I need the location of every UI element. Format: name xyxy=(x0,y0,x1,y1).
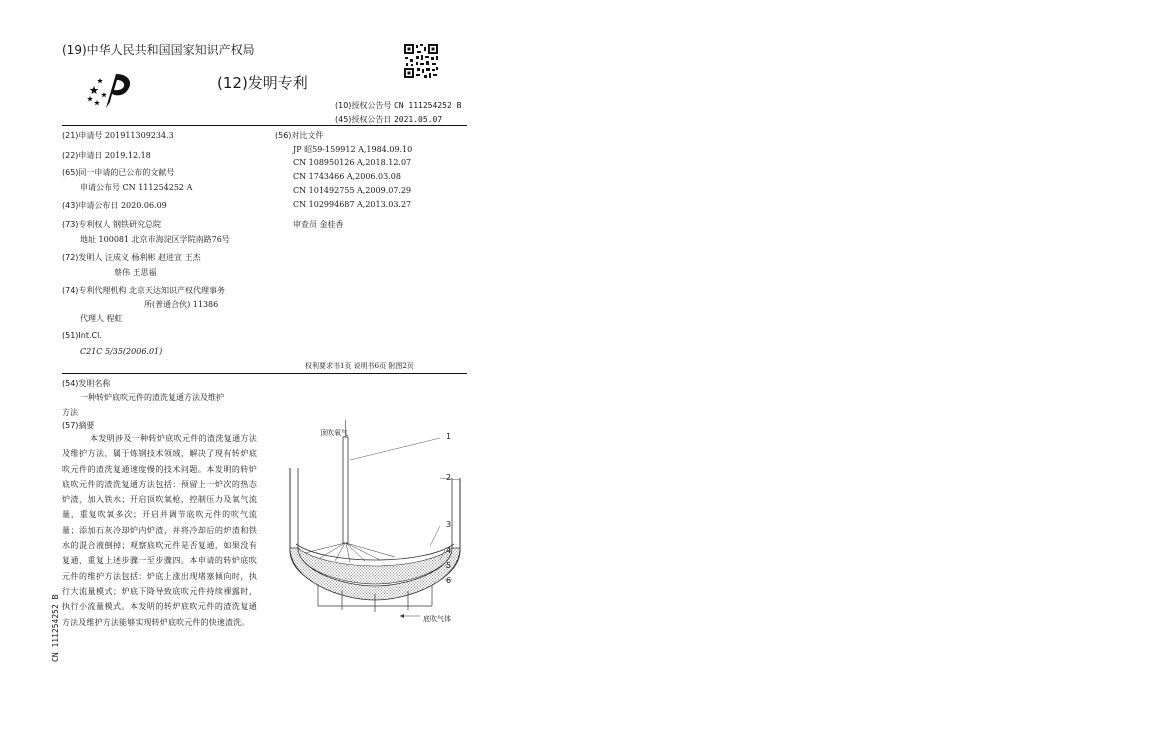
inventors-line2: 蔡伟 王思福 xyxy=(114,268,157,277)
abstract-label-row xyxy=(62,420,94,431)
qr-code-icon xyxy=(403,43,439,79)
prior-docs-label: (65)同一申请的已公布的文献号 xyxy=(62,168,175,177)
reference-item: CN 1743466 A,2006.03.08 xyxy=(293,172,401,181)
inventors-label: (72)发明人 xyxy=(62,253,103,262)
figure-number: 6 xyxy=(446,576,452,585)
agency-line2: 所(普通合伙) 11386 xyxy=(144,300,219,309)
prior-pub-label: 申请公布号 xyxy=(80,183,120,192)
oxygen-lance xyxy=(343,437,348,543)
publication-number: CN 111254252 B xyxy=(393,101,462,110)
abstract-label: (57)摘要 xyxy=(62,421,95,430)
application-number-row xyxy=(62,130,174,141)
inventors-line1: 汪成义 杨利彬 赵进宣 王杰 xyxy=(104,253,201,262)
publication-date-row xyxy=(335,114,442,125)
publication-number-label: (10)授权公告号 xyxy=(335,101,392,110)
cnipa-logo-icon xyxy=(86,70,136,112)
examiner-row xyxy=(293,219,344,230)
patentee-label: (73)专利权人 xyxy=(62,220,111,229)
prior-pub-row xyxy=(80,182,192,193)
header-divider xyxy=(62,125,467,126)
intcl-label: (51)Int.Cl. xyxy=(62,331,102,340)
bottom-gas-label: 底吹气体 xyxy=(423,615,451,623)
application-date-row xyxy=(62,150,151,161)
inventors-row xyxy=(62,252,201,263)
agency-label: (74)专利代理机构 xyxy=(62,286,127,295)
figure-number: 5 xyxy=(446,561,452,570)
figure-number: 2 xyxy=(446,473,452,482)
prior-pub-number: CN 111254252 A xyxy=(122,183,193,192)
publication-date-label: (45)授权公告日 xyxy=(335,115,392,124)
invention-title-line2: 方法 xyxy=(62,408,78,417)
patentee: 钢铁研究总院 xyxy=(112,220,161,229)
address-row xyxy=(80,234,230,245)
invention-title-line1: 一种转炉底吹元件的渣洗复通方法及维护 xyxy=(80,393,224,402)
prior-docs-row xyxy=(62,167,174,178)
agency-line1: 北京天达知识产权代理事务 xyxy=(128,286,225,295)
figure-number: 4 xyxy=(446,546,452,555)
references-heading: (56)对比文件 xyxy=(275,131,324,140)
biblio-divider xyxy=(62,373,467,374)
application-date-label: (22)申请日 xyxy=(62,151,103,160)
address-label: 地址 xyxy=(80,235,96,244)
reference-item: CN 108950126 A,2018.12.07 xyxy=(293,158,412,167)
reference-item: CN 101492755 A,2009.07.29 xyxy=(293,186,412,195)
intcl-value: C21C 5/35(2006.01) xyxy=(80,347,163,356)
app-pub-date: 2020.06.09 xyxy=(120,201,167,210)
references-label xyxy=(275,130,323,141)
title-label-row xyxy=(62,378,110,389)
application-number-label: (21)申请号 xyxy=(62,131,103,140)
address: 100081 北京市海淀区学院南路76号 xyxy=(98,235,230,244)
examiner-label: 审查员 xyxy=(293,220,317,229)
figure-number: 1 xyxy=(446,432,452,441)
patentee-row xyxy=(62,219,161,230)
app-pub-date-label: (43)申请公布日 xyxy=(62,201,119,210)
converter-figure xyxy=(280,420,470,625)
reference-item: JP 昭59-159912 A,1984.09.10 xyxy=(293,145,413,154)
agent-label: 代理人 xyxy=(80,314,104,323)
top-oxygen-label: 顶吹氧气 xyxy=(320,429,348,437)
intcl-row xyxy=(62,331,102,340)
agency-row xyxy=(62,285,225,296)
figure-number: 3 xyxy=(446,520,452,529)
publication-date: 2021.05.07 xyxy=(393,115,443,124)
publication-number-row xyxy=(335,100,461,111)
authority-name: (19)中华人民共和国国家知识产权局 xyxy=(62,43,255,57)
side-publication-number: CN 111254252 B xyxy=(51,594,60,662)
examiner: 金桂香 xyxy=(319,220,344,229)
application-number: 201911309234.3 xyxy=(104,131,174,140)
document-type: (12)发明专利 xyxy=(217,74,308,92)
page-counts: 权利要求书1页 说明书6页 附图2页 xyxy=(305,362,414,370)
app-pub-date-row xyxy=(62,200,167,211)
application-date: 2019.12.18 xyxy=(104,151,151,160)
agent-row xyxy=(80,313,123,324)
abstract-text: 本发明涉及一种转炉底吹元件的渣洗复通方法及维护方法，属于炼钢技术领域，解决了现有转炉底吹元件的渣洗复通速度慢的技术问题。本发明的转炉底吹元件的渣洗复通方法包括：预留上一炉次的热态炉渣，加入铁水；开启顶吹氧枪，控制压力及氧气流量，重复吹氧多次；开启并调节底吹元件的吹气流量；添加石灰冷却炉内炉渣，并将冷却后的炉渣和铁水的混合液倒掉；观察底吹元件是否复通，如果没有复通，重复上述步骤一至步骤四。本申请的转炉底吹元件的维护方法包括：炉底上涨出现堵塞倾向时，执行大流量模式；炉底下降导致底吹元件持续裸露时，执行小流量模式。本发明的转炉底吹元件的渣洗复通方法及维护方法能够实现转炉底吹元件的快速渣洗。 xyxy=(62,434,257,627)
reference-item: CN 102994687 A,2013.03.27 xyxy=(293,200,412,209)
title-label: (54)发明名称 xyxy=(62,379,111,388)
agent: 程虹 xyxy=(106,314,123,323)
